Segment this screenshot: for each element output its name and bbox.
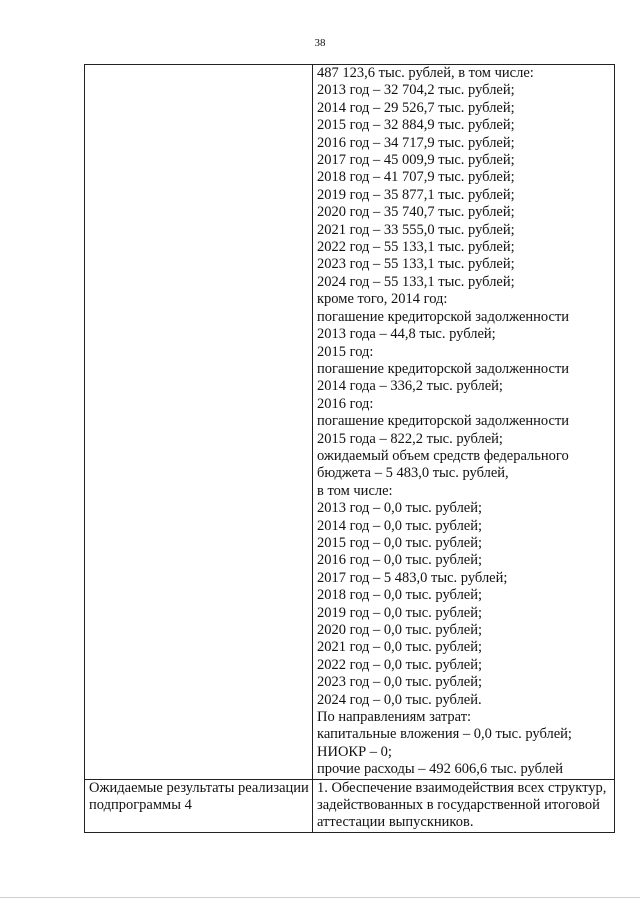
financing-line: прочие расходы – 492 606,6 тыс. рублей [317,761,564,778]
financing-line: 2022 год – 55 133,1 тыс. рублей; [317,239,515,256]
expected-results-item: 1. Обеспечение взаимодействия всех структур, задействованных в государственной итоговой аттестации выпускников. [317,779,607,831]
financing-line: 2013 год – 0,0 тыс. рублей; [317,500,483,517]
financing-line: 2023 год – 55 133,1 тыс. рублей; [317,256,515,273]
financing-line: погашение кредиторской задолженности [317,413,570,430]
financing-line: 2015 год – 0,0 тыс. рублей; [317,534,483,551]
table-cell-label-empty [85,65,313,780]
financing-line: 2016 год – 0,0 тыс. рублей; [317,552,483,569]
financing-line: 2016 год – 34 717,9 тыс. рублей; [317,134,515,151]
financing-line: 2019 год – 35 877,1 тыс. рублей; [317,186,515,203]
financing-line: 2024 год – 0,0 тыс. рублей. [317,691,482,708]
expected-results-text [313,779,615,832]
financing-line: НИОКР – 0; [317,743,392,760]
financing-line: кроме того, 2014 год: [317,291,448,308]
financing-line: погашение кредиторской задолженности [317,360,570,377]
financing-line: 2018 год – 0,0 тыс. рублей; [317,587,483,604]
financing-line: 2020 год – 0,0 тыс. рублей; [317,622,483,638]
financing-line: 2024 год – 55 133,1 тыс. рублей; [317,273,515,290]
financing-line: 487 123,6 тыс. рублей, в том числе: [317,65,534,81]
financing-line: 2013 года – 44,8 тыс. рублей; [317,326,496,343]
financing-line: ожидаемый объем средств федерального [317,447,569,464]
table-cell-financing-volumes [313,65,615,780]
financing-line: капитальные вложения – 0,0 тыс. рублей; [317,726,572,743]
expected-results-label [85,779,313,832]
subprogram-passport-table [84,64,615,833]
financing-line: 2019 год – 0,0 тыс. рублей; [317,604,483,621]
financing-line: 2017 год – 45 009,9 тыс. рублей; [317,152,515,169]
financing-line: 2018 год – 41 707,9 тыс. рублей; [317,169,515,186]
financing-line: бюджета – 5 483,0 тыс. рублей, [317,465,509,482]
financing-line: 2020 год – 35 740,7 тыс. рублей; [317,204,515,221]
financing-line: 2022 год – 0,0 тыс. рублей; [317,656,483,673]
table-row-expected-results [85,779,615,832]
financing-line: 2014 года – 336,2 тыс. рублей; [317,378,503,395]
financing-line: По направлениям затрат: [317,709,472,726]
financing-line: 2015 год – 32 884,9 тыс. рублей; [317,117,515,134]
financing-line: 2015 года – 822,2 тыс. рублей; [317,430,503,447]
financing-line: 2014 год – 29 526,7 тыс. рублей; [317,99,515,116]
financing-line: 2021 год – 33 555,0 тыс. рублей; [317,221,515,238]
financing-line: 2016 год: [317,395,374,412]
financing-line: 2021 год – 0,0 тыс. рублей; [317,639,483,656]
financing-line: 2013 год – 32 704,2 тыс. рублей; [317,82,515,99]
table-row-financing [85,65,615,780]
financing-line: 2014 год – 0,0 тыс. рублей; [317,517,483,534]
scan-bottom-edge [0,897,640,898]
financing-line: в том числе: [317,482,393,499]
financing-line: 2015 год: [317,343,374,360]
expected-results-label-text: Ожидаемые результаты реализации подпрограммы 4 [89,779,309,814]
financing-line: 2023 год – 0,0 тыс. рублей; [317,674,483,691]
page-number: 38 [314,37,326,49]
financing-line: погашение кредиторской задолженности [317,308,570,325]
financing-line: 2017 год – 5 483,0 тыс. рублей; [317,569,508,586]
